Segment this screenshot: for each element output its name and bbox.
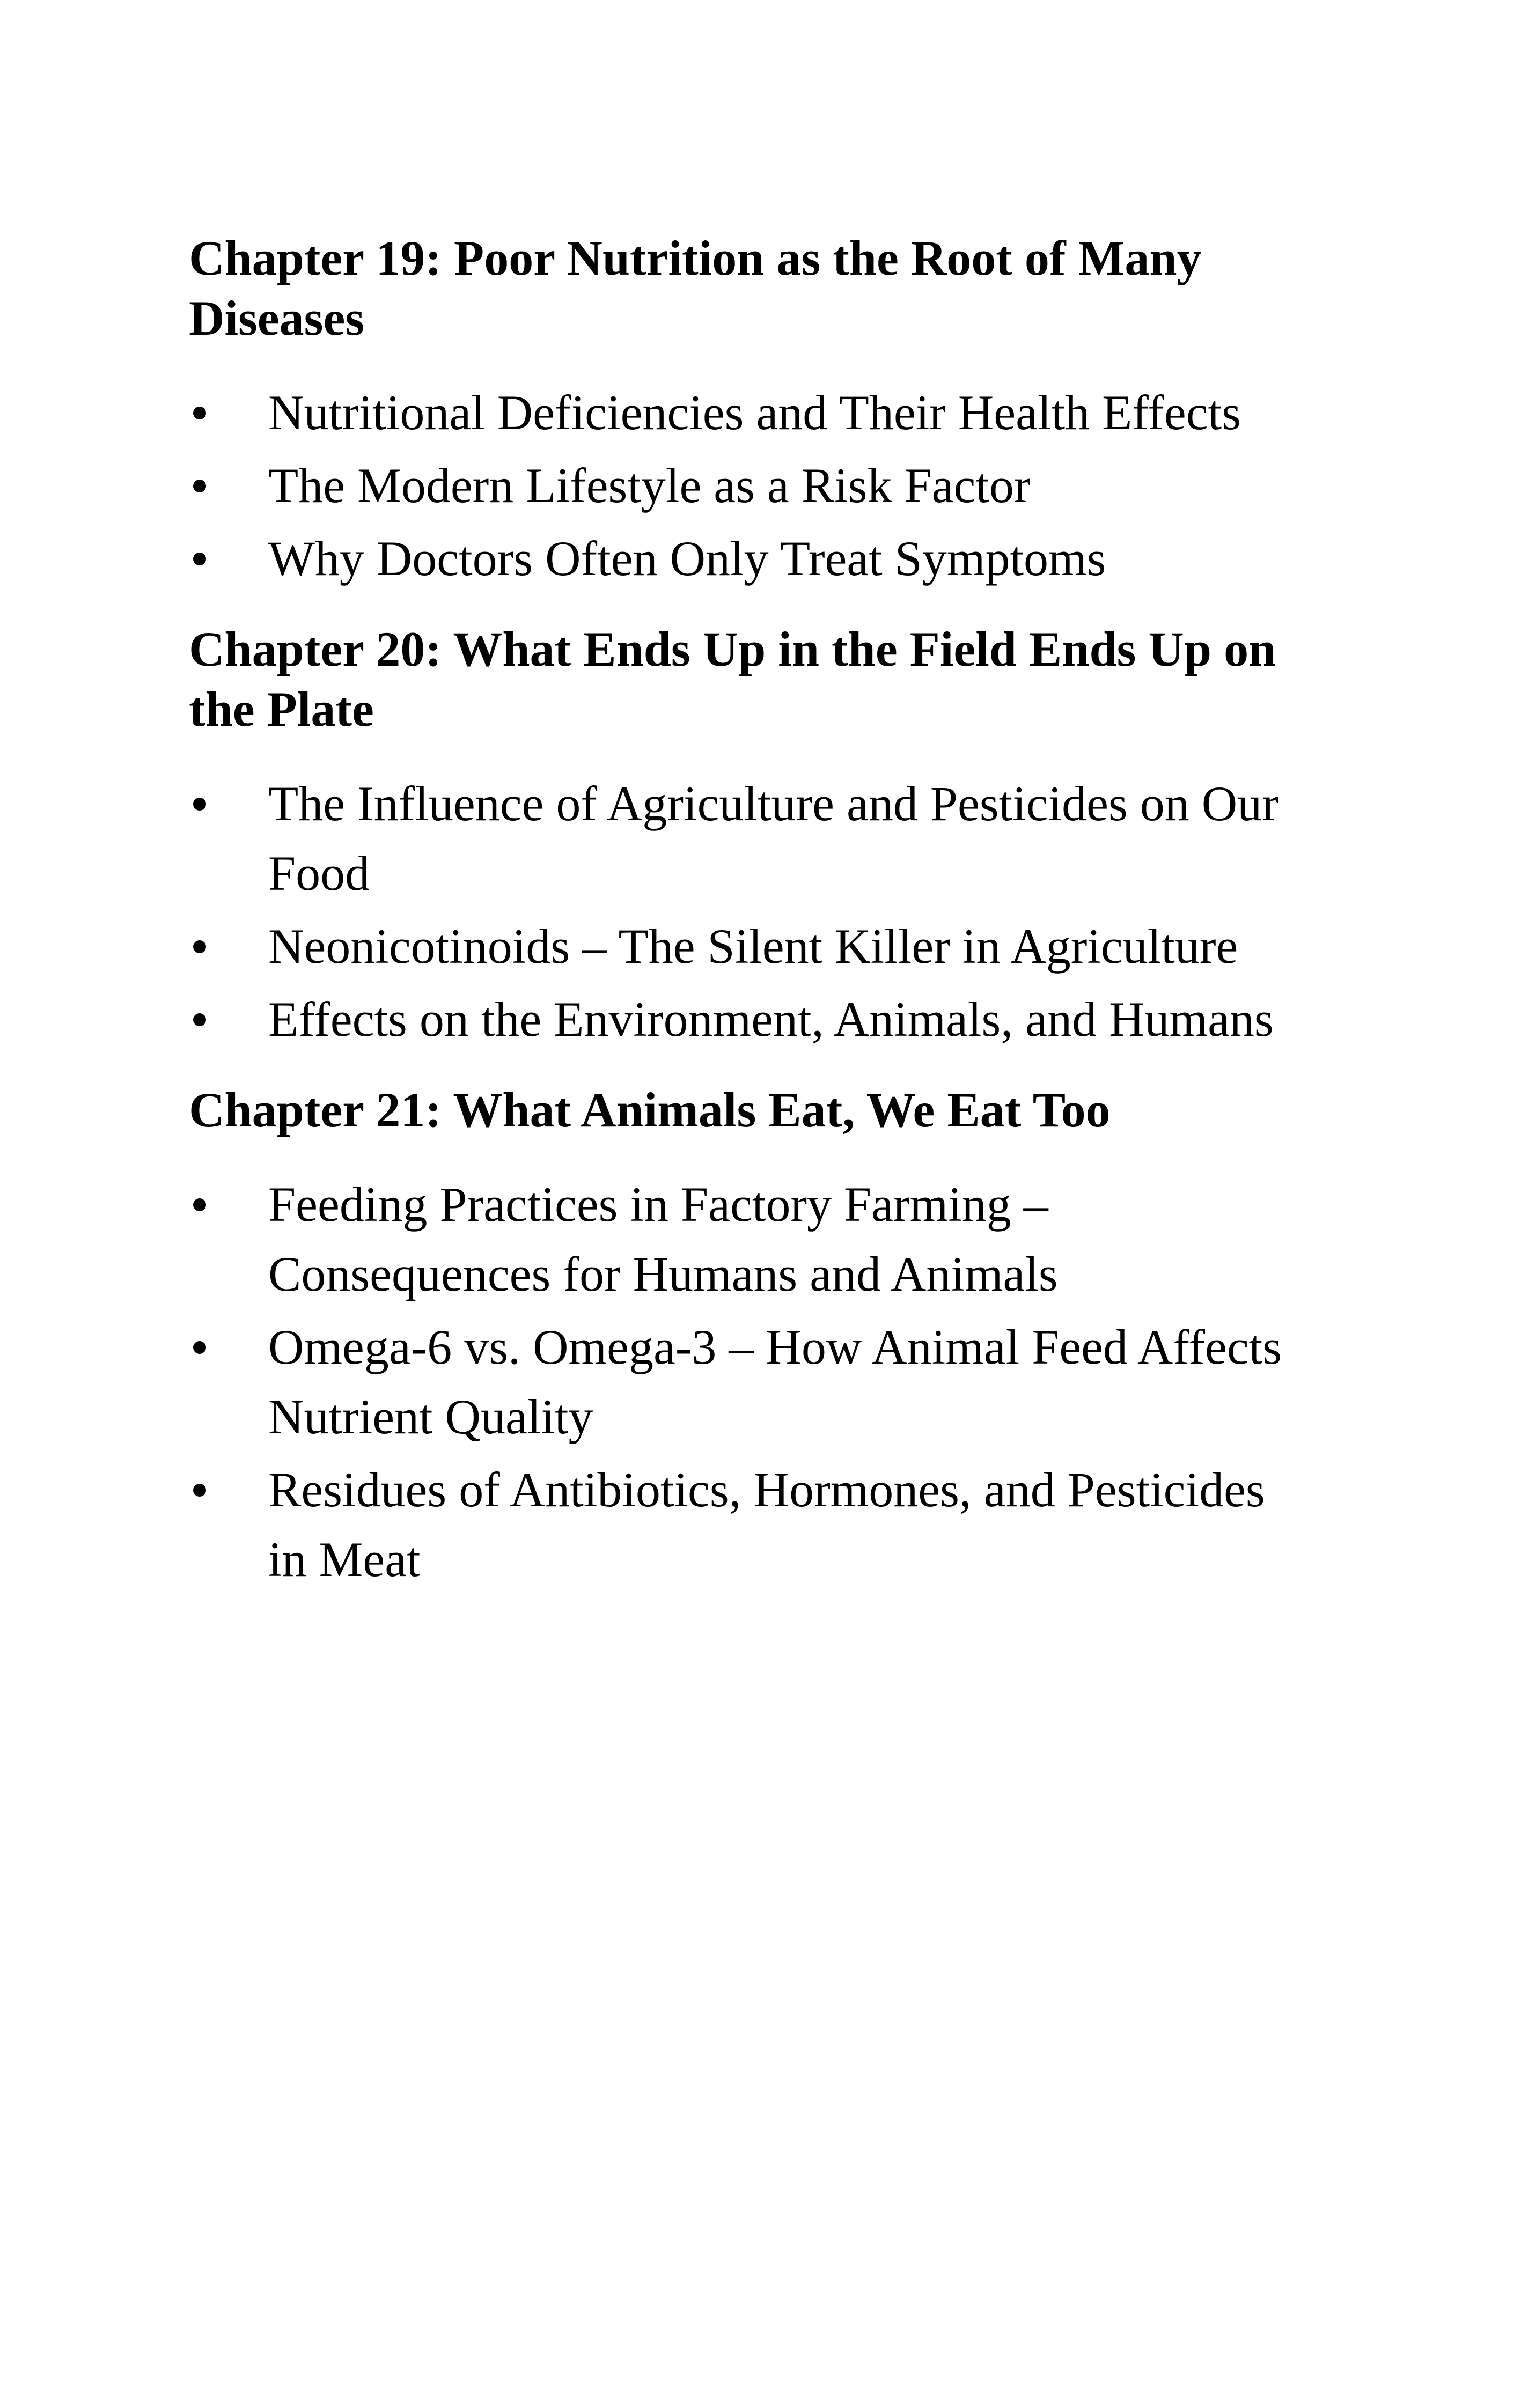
chapter-21 [189,1080,1294,1594]
bullet-icon [193,1484,206,1497]
list-item [189,1312,1294,1452]
list-item-text: Residues of Antibiotics, Hormones, and Pesticides in Meat [268,1462,1265,1587]
list-item [189,769,1294,908]
topic-list [189,1169,1294,1594]
list-item-text: Neonicotinoids – The Silent Killer in Agriculture [268,919,1238,974]
topic-list [189,769,1294,1054]
table-of-contents [189,228,1294,1620]
chapter-heading: Chapter 20: What Ends Up in the Field Ends Up on the Plate [189,622,1276,737]
list-item-text: Nutritional Deficiencies and Their Health Effects [268,385,1241,440]
list-item [189,524,1294,593]
list-item [189,984,1294,1054]
bullet-icon [193,480,206,492]
list-item-text: Omega-6 vs. Omega-3 – How Animal Feed Affects Nutrient Quality [268,1320,1282,1444]
chapter-heading: Chapter 19: Poor Nutrition as the Root of Many Diseases [189,231,1202,345]
list-item [189,1169,1294,1309]
list-item [189,451,1294,520]
list-item [189,911,1294,981]
list-item-text: Feeding Practices in Factory Farming – Consequences for Humans and Animals [268,1177,1058,1301]
bullet-icon [193,1013,206,1026]
chapter-19 [189,228,1294,593]
chapter-20 [189,619,1294,1054]
list-item-text: The Modern Lifestyle as a Risk Factor [268,458,1031,513]
bullet-icon [193,798,206,811]
list-item-text: The Influence of Agriculture and Pesticides on Our Food [268,776,1278,901]
list-item-text: Why Doctors Often Only Treat Symptoms [268,531,1106,586]
bullet-icon [193,1198,206,1211]
list-item-text: Effects on the Environment, Animals, and Humans [268,992,1274,1047]
list-item [189,1455,1294,1594]
bullet-icon [193,940,206,953]
bullet-icon [193,407,206,419]
bullet-icon [193,1341,206,1354]
topic-list [189,378,1294,593]
bullet-icon [193,553,206,565]
chapter-heading: Chapter 21: What Animals Eat, We Eat Too [189,1083,1111,1137]
list-item [189,378,1294,447]
